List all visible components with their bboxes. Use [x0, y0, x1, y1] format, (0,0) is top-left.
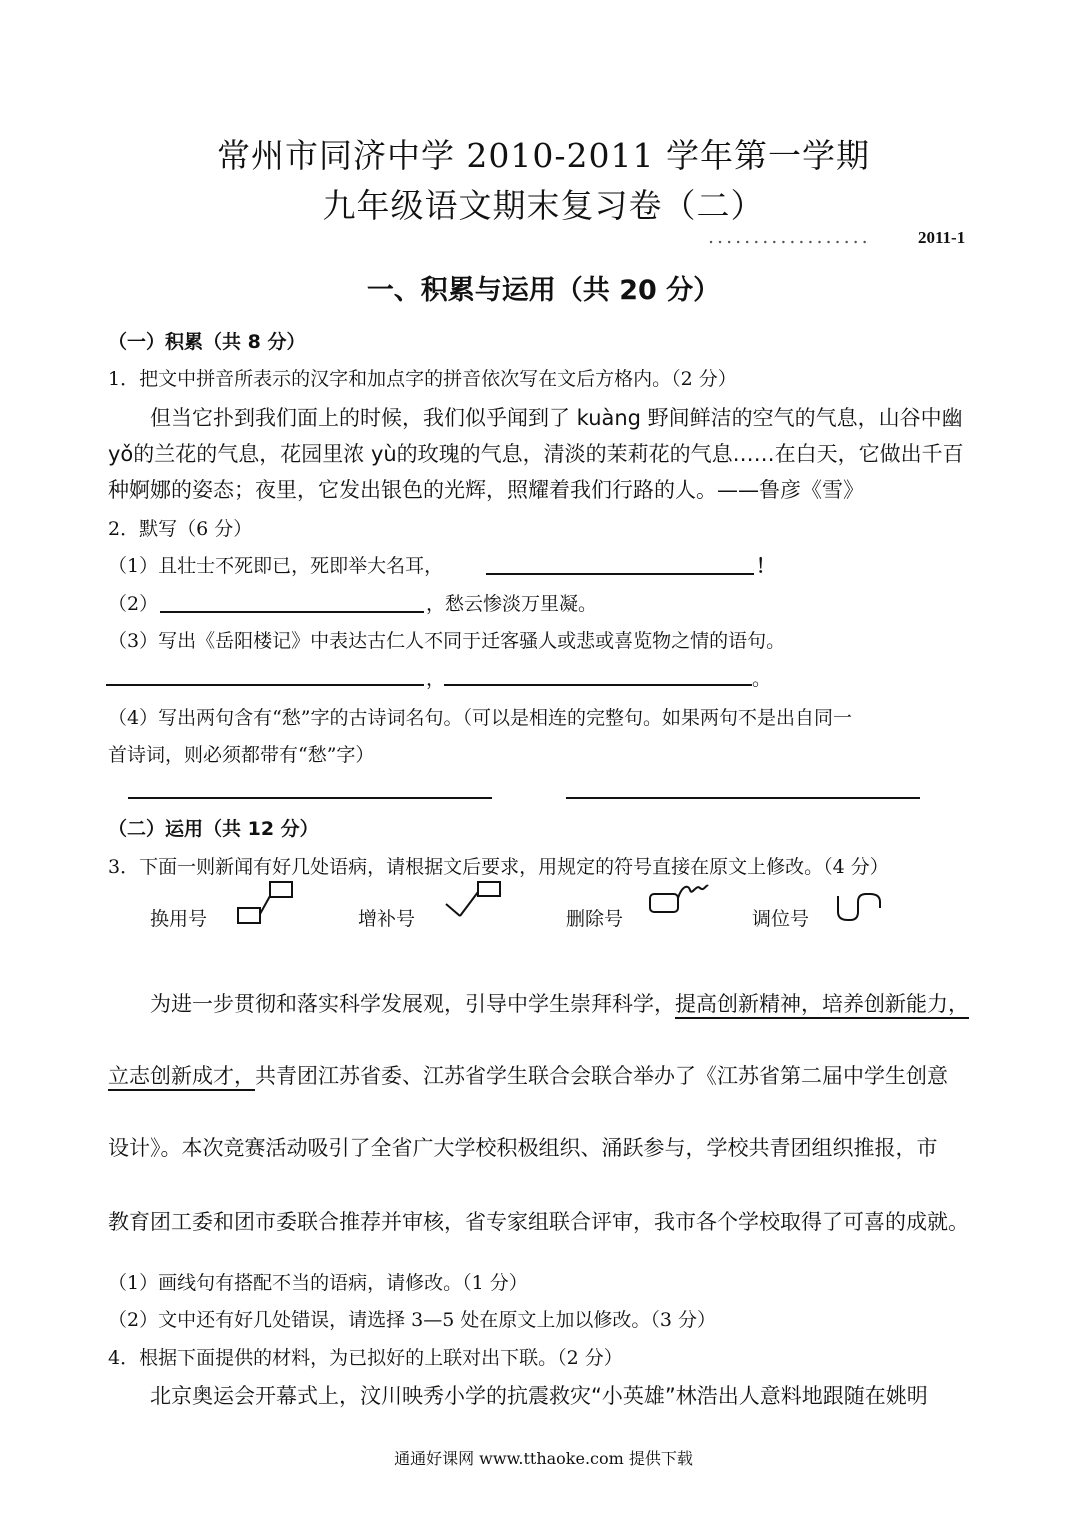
- q2-item3-comma: ，: [426, 668, 446, 690]
- q2-item2: ，愁云惨淡万里凝。: [426, 593, 598, 615]
- exam-title-line2: 九年级语文期末复习卷（二）: [322, 186, 765, 225]
- q3-paragraph-line3: 设计》。本次竞赛活动吸引了全省广大学校积极组织、涌跃参与，学校共青团组织推报，市: [108, 1136, 938, 1160]
- insert-mark-icon: [438, 878, 504, 928]
- q2-item3-answer-line2[interactable]: [444, 684, 752, 686]
- q3-paragraph-line1-text: 为进一步贯彻和落实科学发展观，引导中学生崇拜科学，: [150, 992, 675, 1016]
- q2-item1: （1）且壮士不死即已，死即举大名耳，: [108, 555, 444, 577]
- q3-paragraph-line2: [108, 1060, 948, 1090]
- q2-item2-answer-line[interactable]: [160, 611, 424, 613]
- q2-item1-answer-line[interactable]: [486, 573, 754, 575]
- q2-item4-line1: （4）写出两句含有“愁”字的古诗词名句。（可以是相连的完整句。如果两句不是出自同一: [108, 707, 853, 729]
- q1-paragraph-line2: yǒ的兰花的气息，花园里浓 yù的玫瑰的气息，清淡的茉莉花的气息……在白天，它做出千百: [108, 442, 964, 466]
- q1-stem: 1．把文中拼音所表示的汉字和加点字的拼音依次写在文后方格内。（2 分）: [108, 368, 737, 390]
- delete-mark-icon: [646, 880, 712, 920]
- q1-paragraph-line1: 但当它扑到我们面上的时候，我们似乎闻到了 kuàng 野间鲜洁的空气的气息，山谷中幽: [150, 406, 963, 430]
- transpose-mark-icon: [832, 890, 888, 926]
- q2-item4-line2: 首诗词，则必须都带有“愁”字）: [108, 744, 375, 766]
- q2-item4-answer-line2[interactable]: [566, 797, 920, 799]
- q4-stem: 4．根据下面提供的材料，为已拟好的上联对出下联。（2 分）: [108, 1347, 623, 1369]
- symbol-label-insert: 增补号: [358, 908, 416, 930]
- replace-mark-icon: [232, 878, 296, 930]
- q2-item3-end: 。: [752, 668, 772, 690]
- q4-paragraph: 北京奥运会开幕式上，汶川映秀小学的抗震救灾“小英雄”林浩出人意料地跟随在姚明: [150, 1384, 928, 1408]
- q1-paragraph-line3: 种婀娜的姿态；夜里，它发出银色的光辉，照耀着我们行路的人。——鲁彦《雪》: [108, 478, 864, 502]
- symbol-label-replace: 换用号: [150, 908, 208, 930]
- symbol-label-transpose: 调位号: [752, 908, 810, 930]
- q3-underlined-sentence-part1: 提高创新精神，培养创新能力，: [675, 992, 969, 1016]
- exam-title-line1: 常州市同济中学 2010-2011 学年第一学期: [216, 136, 871, 175]
- exam-date: 2011-1: [918, 228, 966, 247]
- q3-subquestion2: （2）文中还有好几处错误，请选择 3—5 处在原文上加以修改。（3 分）: [108, 1309, 716, 1331]
- q2-item4-answer-line1[interactable]: [128, 797, 492, 799]
- q2-item2-label: （2）: [108, 593, 159, 615]
- page-footer: 通通好课网 www.tthaoke.com 提供下载: [394, 1449, 693, 1468]
- q3-subquestion1: （1）画线句有搭配不当的语病，请修改。（1 分）: [108, 1272, 528, 1294]
- q2-stem: 2．默写（6 分）: [108, 518, 253, 540]
- part2-title: （二）运用（共 12 分）: [108, 818, 319, 840]
- q3-stem: 3．下面一则新闻有好几处语病，请根据文后要求，用规定的符号直接在原文上修改。（4 分）: [108, 856, 889, 878]
- symbol-label-delete: 删除号: [566, 908, 624, 930]
- section-title: 一、积累与运用（共 20 分）: [366, 275, 721, 306]
- q3-paragraph-line2-text: 共青团江苏省委、江苏省学生联合会联合举办了《江苏省第二届中学生创意: [255, 1064, 948, 1088]
- q3-paragraph-line1: [150, 988, 969, 1018]
- dotted-leader: ..................: [708, 226, 871, 248]
- q2-item3: （3）写出《岳阳楼记》中表达古仁人不同于迁客骚人或悲或喜览物之情的语句。: [108, 630, 786, 652]
- part1-title: （一）积累（共 8 分）: [108, 331, 306, 353]
- q3-underlined-sentence-part2: 立志创新成才，: [108, 1064, 255, 1088]
- q2-item3-answer-line1[interactable]: [106, 684, 424, 686]
- q3-paragraph-line4: 教育团工委和团市委联合推荐并审核，省专家组联合评审，我市各个学校取得了可喜的成就。: [108, 1210, 969, 1234]
- q2-item1-end: ！: [756, 555, 776, 577]
